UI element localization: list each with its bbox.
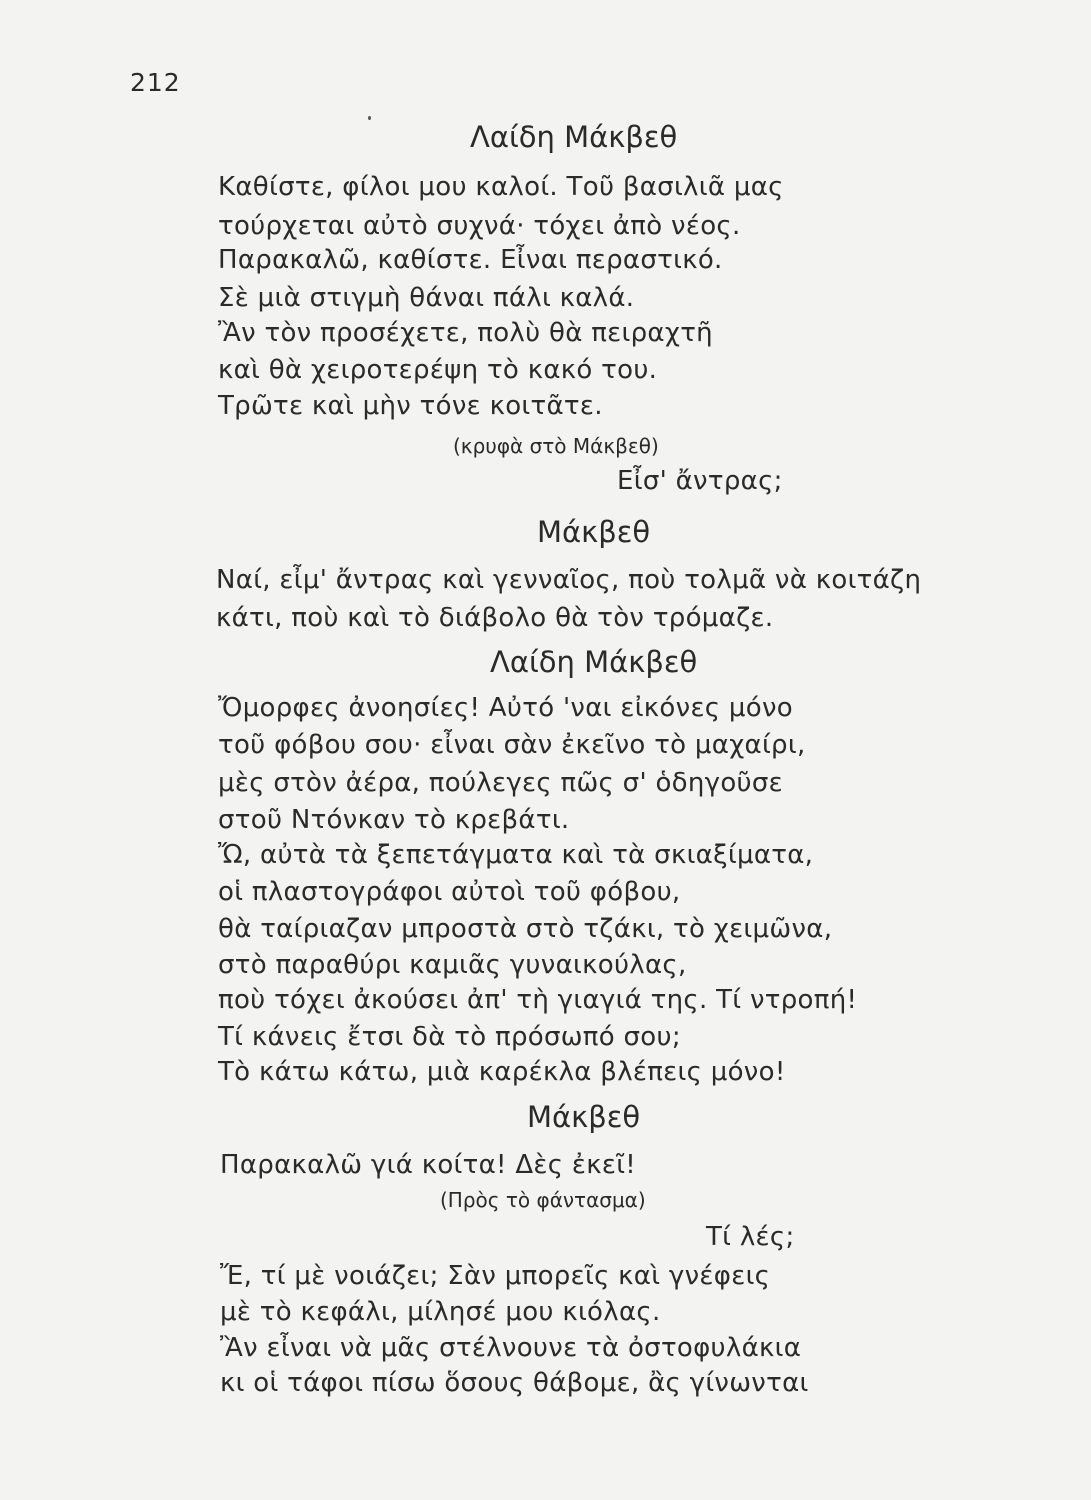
verse-line: τούρχεται αὐτὸ συχνά· τόχει ἀπὸ νέος.: [218, 211, 741, 241]
verse-line: μὲ τὸ κεφάλι, μίλησέ μου κιόλας.: [220, 1297, 661, 1327]
verse-line: Ἂν εἶναι νὰ μᾶς στέλνουνε τὰ ὀστοφυλάκια: [220, 1333, 802, 1363]
verse-line: Ἂν τὸν προσέχετε, πολὺ θὰ πειραχτῆ: [218, 318, 713, 348]
verse-line: Ὄμορφες ἀνοησίες! Αὐτό 'ναι εἰκόνες μόνο: [218, 693, 793, 723]
verse-line: Ναί, εἶμ' ἄντρας καὶ γενναῖος, ποὺ τολμᾶ νὰ κοιτάζη: [216, 565, 922, 595]
verse-line: κάτι, ποὺ καὶ τὸ διάβολο θὰ τὸν τρόμαζε.: [216, 603, 774, 633]
verse-line: Παρακαλῶ, καθίστε. Εἶναι περαστικό.: [218, 245, 723, 275]
verse-line: τοῦ φόβου σου· εἶναι σὰν ἐκεῖνο τὸ μαχαίρι,: [218, 730, 806, 760]
stage-direction: (κρυφὰ στὸ Μάκβεθ): [453, 434, 659, 458]
verse-line: Τί λές;: [706, 1222, 795, 1252]
verse-line: στοῦ Ντόνκαν τὸ κρεβάτι.: [218, 805, 570, 835]
verse-line: Τρῶτε καὶ μὴν τόνε κοιτᾶτε.: [218, 391, 603, 421]
verse-line: στὸ παραθύρι καμιᾶς γυναικούλας,: [218, 950, 687, 980]
page-number: 212: [130, 68, 181, 97]
verse-line: Ἔ, τί μὲ νοιάζει; Σὰν μπορεῖς καὶ γνέφεις: [220, 1261, 771, 1291]
ink-speck: [368, 116, 371, 120]
verse-line: οἱ πλαστογράφοι αὐτοὶ τοῦ φόβου,: [218, 877, 681, 907]
verse-line: θὰ ταίριαζαν μπροστὰ στὸ τζάκι, τὸ χειμῶνα,: [218, 914, 833, 944]
verse-line: Ὤ, αὐτὰ τὰ ξεπετάγματα καὶ τὰ σκιαξίματα,: [218, 840, 814, 870]
speaker-heading: Λαίδη Μάκβεθ: [490, 645, 698, 679]
verse-line: Τί κάνεις ἔτσι δὰ τὸ πρόσωπό σου;: [218, 1022, 681, 1052]
verse-line: Εἶσ' ἄντρας;: [617, 466, 783, 496]
verse-line: κι οἱ τάφοι πίσω ὅσους θάβομε, ἂς γίνωνται: [220, 1368, 809, 1398]
speaker-heading: Μάκβεθ: [527, 1100, 641, 1134]
verse-line: ποὺ τόχει ἀκούσει ἀπ' τὴ γιαγιά της. Τί ντροπή!: [218, 985, 858, 1015]
verse-line: Παρακαλῶ γιά κοίτα! Δὲς ἐκεῖ!: [220, 1150, 637, 1180]
verse-line: Καθίστε, φίλοι μου καλοί. Τοῦ βασιλιᾶ μας: [218, 172, 784, 202]
verse-line: μὲς στὸν ἀέρα, πούλεγες πῶς σ' ὁδηγοῦσε: [218, 768, 784, 798]
speaker-heading: Λαίδη Μάκβεθ: [470, 120, 678, 154]
speaker-heading: Μάκβεθ: [537, 515, 651, 549]
verse-line: Τὸ κάτω κάτω, μιὰ καρέκλα βλέπεις μόνο!: [218, 1057, 786, 1087]
stage-direction: (Πρὸς τὸ φάντασμα): [440, 1188, 646, 1212]
verse-line: καὶ θὰ χειροτερέψη τὸ κακό του.: [218, 355, 658, 385]
verse-line: Σὲ μιὰ στιγμὴ θάναι πάλι καλά.: [218, 283, 635, 313]
